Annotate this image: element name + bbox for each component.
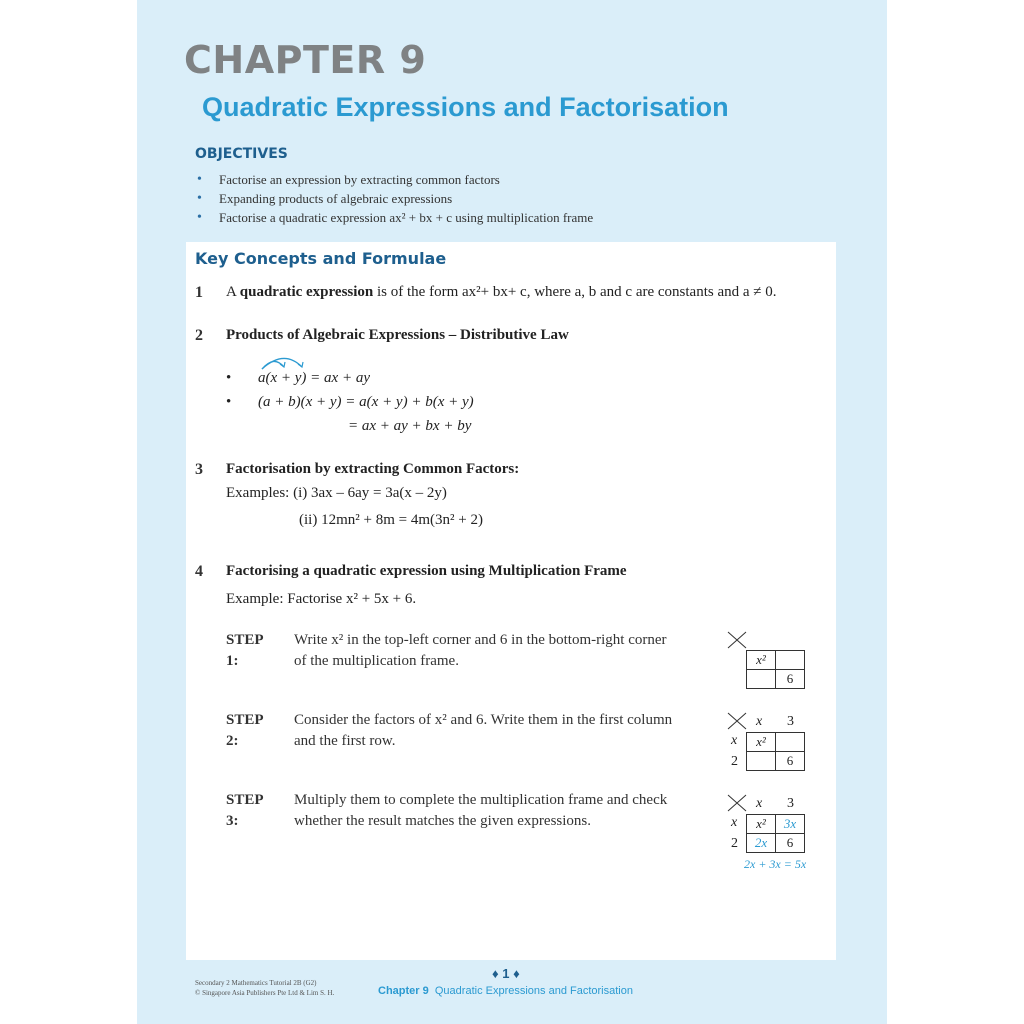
concept-number: 2 bbox=[195, 327, 203, 344]
multiplication-frame-1 bbox=[726, 630, 810, 694]
page-number: ♦ 1 ♦ bbox=[492, 966, 520, 981]
concept-3-example-1: Examples: (i) 3ax – 6ay = 3a(x – 2y) bbox=[226, 485, 447, 501]
frame-cell: 6 bbox=[775, 833, 805, 853]
frame-cell: x² bbox=[746, 814, 776, 834]
concept-3-example-2: (ii) 12mn² + 8m = 4m(3n² + 2) bbox=[299, 512, 483, 528]
concept-3-heading: Factorisation by extracting Common Factors: bbox=[226, 461, 520, 477]
objective-item: • Expanding products of algebraic expressions bbox=[195, 190, 593, 209]
page bbox=[137, 0, 887, 1024]
chapter-heading: CHAPTER 9 bbox=[184, 38, 427, 82]
frame-cell: 6 bbox=[775, 751, 805, 771]
objectives-list bbox=[195, 171, 593, 228]
frame-label: 3 bbox=[787, 714, 794, 729]
concept-1-text: A quadratic expression is of the form ax²+ bx+ c, where a, b and c are constants and a ≠ 0. bbox=[226, 284, 777, 300]
concept-number: 3 bbox=[195, 461, 203, 478]
distributive-line-2: (a + b)(x + y) = a(x + y) + b(x + y) bbox=[258, 394, 474, 410]
frame-cell bbox=[775, 732, 805, 752]
step-label: STEP 1: bbox=[226, 632, 263, 669]
step-text: Write x² in the top-left corner and 6 in the bottom-right corner of the multiplication frame. bbox=[294, 632, 667, 669]
frame-cell bbox=[746, 751, 776, 771]
objective-item: • Factorise an expression by extracting common factors bbox=[195, 171, 593, 190]
frame-label: x bbox=[731, 733, 738, 748]
step-label: STEP 3: bbox=[226, 792, 263, 829]
frame-cell bbox=[775, 650, 805, 670]
multiplication-frame-2 bbox=[726, 711, 810, 775]
concept-4-heading: Factorising a quadratic expression using Multiplication Frame bbox=[226, 563, 627, 579]
key-concepts-heading: Key Concepts and Formulae bbox=[195, 249, 447, 268]
bullet: • bbox=[226, 370, 232, 386]
footer-line: © Singapore Asia Publishers Pte Ltd & Lim S. H. bbox=[195, 989, 335, 997]
frame-sum: 2x + 3x = 5x bbox=[744, 857, 807, 871]
frame-label: 3 bbox=[787, 796, 794, 811]
distributive-line-3: = ax + ay + bx + by bbox=[348, 418, 472, 434]
frame-cell bbox=[746, 669, 776, 689]
chapter-title: Quadratic Expressions and Factorisation bbox=[202, 92, 729, 122]
step-label: STEP 2: bbox=[226, 712, 263, 749]
step-text: Consider the factors of x² and 6. Write them in the first column and the first row. bbox=[294, 712, 673, 749]
key-concepts-box bbox=[186, 242, 836, 960]
bullet: • bbox=[226, 394, 232, 410]
footer-line: Secondary 2 Mathematics Tutorial 2B (G2) bbox=[195, 979, 317, 987]
multiplication-frame-3 bbox=[726, 793, 826, 877]
concept-number: 4 bbox=[195, 563, 203, 580]
distributive-arrows-icon bbox=[258, 355, 308, 371]
distributive-line-1: a(x + y) = ax + ay bbox=[258, 370, 370, 386]
frame-cell: 2x bbox=[746, 833, 776, 853]
objective-item: • Factorise a quadratic expression ax² + bx + c using multiplication frame bbox=[195, 209, 593, 228]
frame-label: 2 bbox=[731, 836, 738, 851]
frame-cell: x² bbox=[746, 650, 776, 670]
frame-label: x bbox=[756, 796, 763, 811]
step-text: Multiply them to complete the multiplication frame and check whether the result matches the given expressions. bbox=[294, 792, 668, 829]
footer-publisher bbox=[195, 978, 334, 998]
concept-number: 1 bbox=[195, 284, 203, 301]
frame-cell: 3x bbox=[775, 814, 805, 834]
concept-4-example: Example: Factorise x² + 5x + 6. bbox=[226, 591, 417, 607]
objectives-heading: OBJECTIVES bbox=[195, 146, 288, 162]
footer-chapter: Chapter 9 Quadratic Expressions and Factorisation bbox=[378, 985, 633, 997]
frame-label: x bbox=[731, 815, 738, 830]
frame-cell: x² bbox=[746, 732, 776, 752]
frame-label: x bbox=[756, 714, 763, 729]
frame-label: 2 bbox=[731, 754, 738, 769]
concept-2-heading: Products of Algebraic Expressions – Distributive Law bbox=[226, 327, 569, 343]
frame-cell: 6 bbox=[775, 669, 805, 689]
